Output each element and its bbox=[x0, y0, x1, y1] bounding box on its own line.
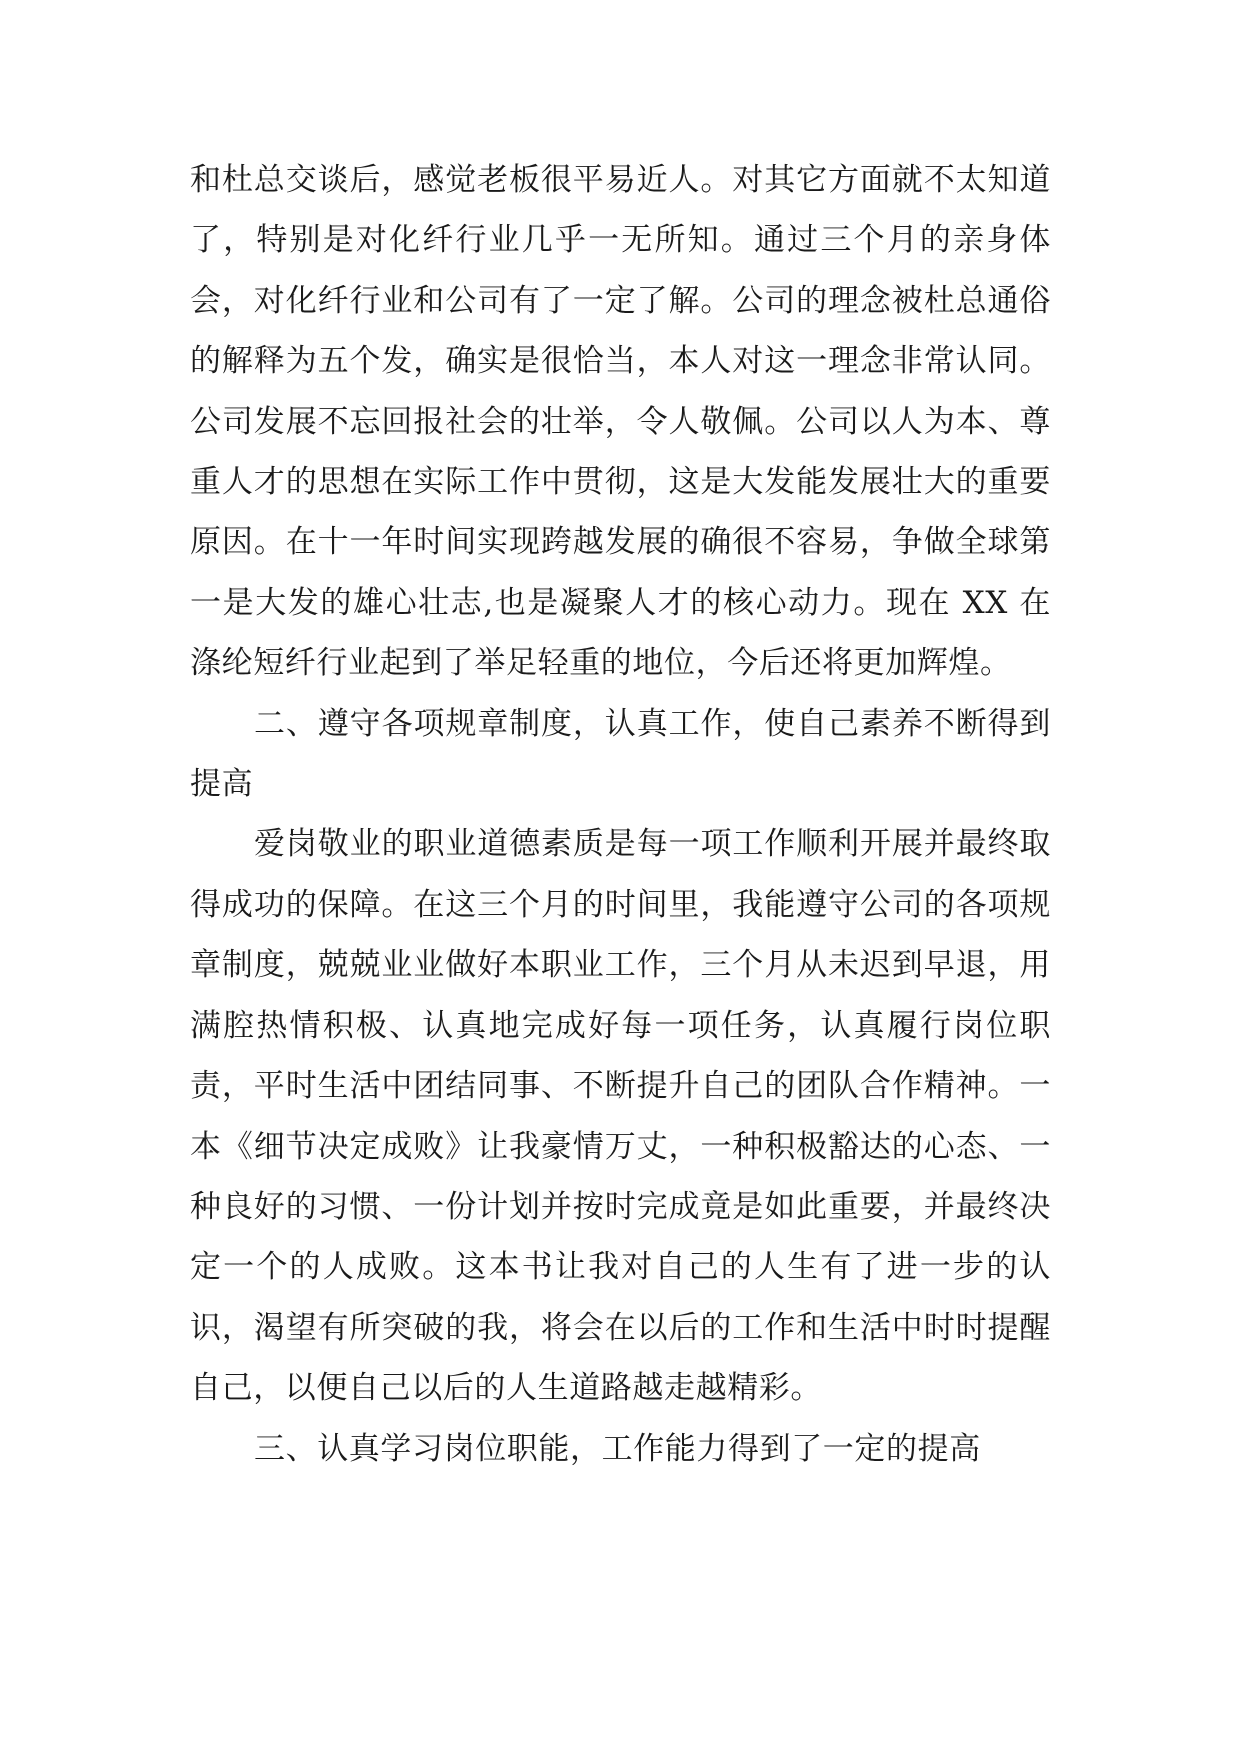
document-page bbox=[190, 150, 1051, 1479]
body-paragraph: 爱岗敬业的职业道德素质是每一项工作顺利开展并最终取得成功的保障。在这三个月的时间里，我能遵守公司的各项规章制度，兢兢业业做好本职业工作，三个月从未迟到早退，用满腔热情积极、认真地完成好每一项任务，认真履行岗位职责，平时生活中团结同事、不断提升自己的团队合作精神。一本《细节决定成败》让我豪情万丈，一种积极豁达的心态、一种良好的习惯、一份计划并按时完成竟是如此重要，并最终决定一个的人成败。这本书让我对自己的人生有了进一步的认识，渴望有所突破的我，将会在以后的工作和生活中时时提醒自己，以便自己以后的人生道路越走越精彩。 bbox=[190, 826, 1051, 1407]
body-paragraph: 和杜总交谈后，感觉老板很平易近人。对其它方面就不太知道了，特别是对化纤行业几乎一无所知。通过三个月的亲身体会，对化纤行业和公司有了一定了解。公司的理念被杜总通俗的解释为五个发，确实是很恰当，本人对这一理念非常认同。公司发展不忘回报社会的壮举，令人敬佩。公司以人为本、尊重人才的思想在实际工作中贯彻，这是大发能发展壮大的重要原因。在十一年时间实现跨越发展的确很不容易，争做全球第一是大发的雄心壮志,也是凝聚人才的核心动力。现在 XX 在涤纶短纤行业起到了举足轻重的地位，今后还将更加辉煌。 bbox=[190, 162, 1051, 682]
section-heading: 三、认真学习岗位职能，工作能力得到了一定的提高 bbox=[254, 1430, 981, 1467]
section-heading: 二、遵守各项规章制度，认真工作，使自己素养不断得到提高 bbox=[190, 705, 1051, 803]
